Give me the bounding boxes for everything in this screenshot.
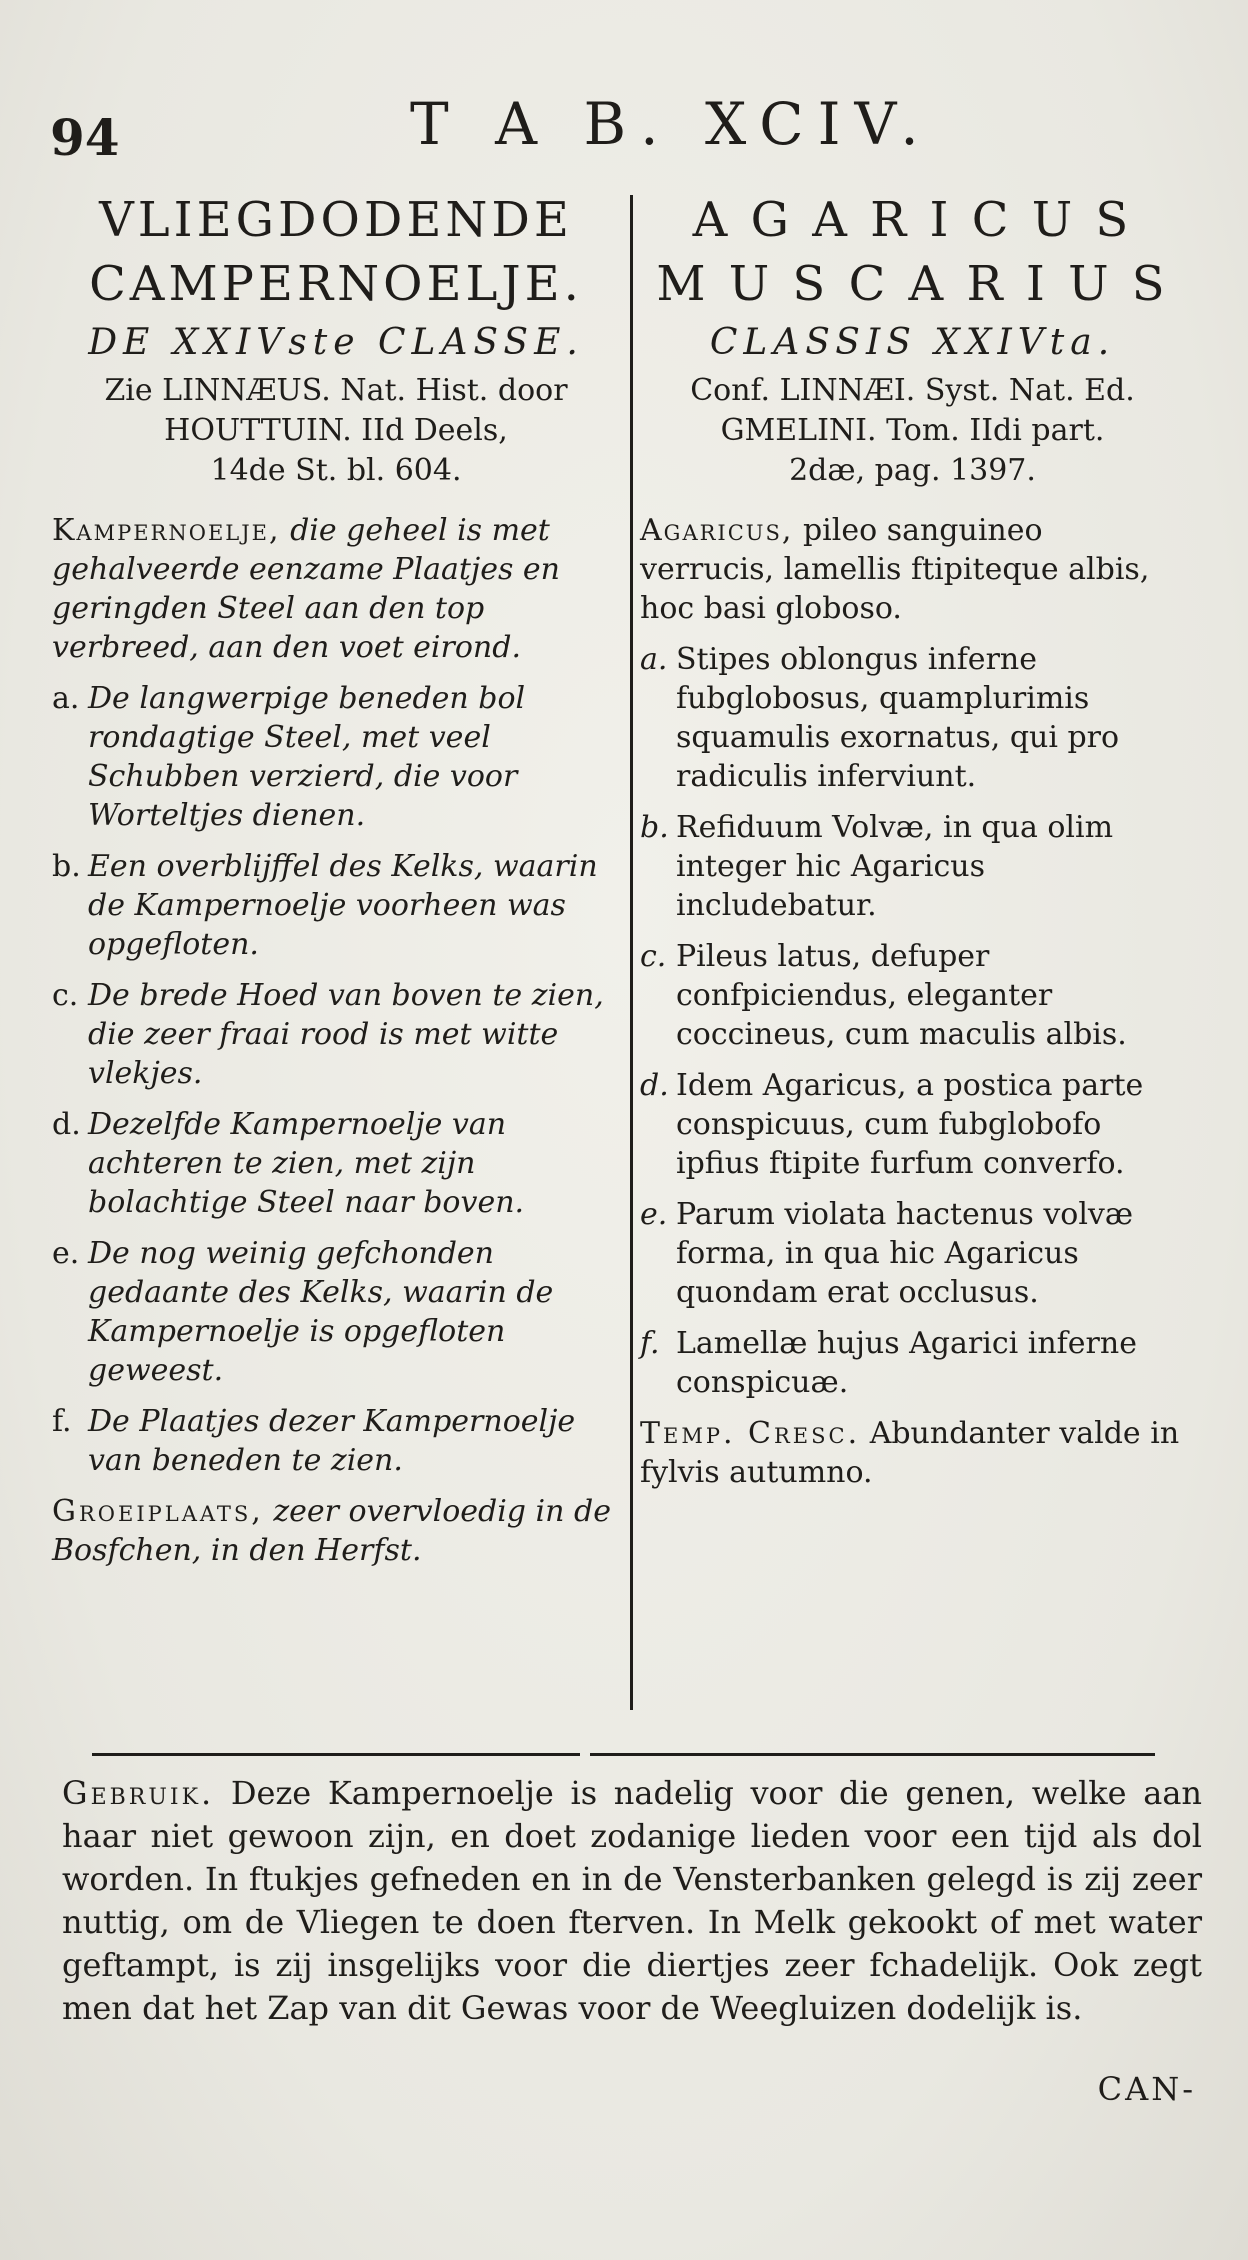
item-text: De nog weinig gefchonden gedaante des Kelks, waarin de Kampernoelje is opgefloten geweest. [88,1236,554,1388]
dutch-description [52,511,620,667]
item-text: De Plaatjes dezer Kampernoelje van beneden te zien. [88,1404,576,1478]
item-text: Idem Agaricus, a postica parte conspicuus, cum fubglobofo ipfius ftipite furfum converfo. [676,1068,1144,1181]
dutch-item-c [52,976,620,1093]
dutch-description-lead: Kampernoelje, [52,513,281,548]
latin-class: CLASSIS XXIVta. [709,322,1116,363]
section-rule-right [590,1753,1155,1756]
item-letter: a. [52,681,80,716]
item-letter: e. [640,1197,668,1232]
latin-item-d [640,1066,1185,1183]
item-letter: a. [640,642,668,677]
latin-habitat [640,1414,1185,1492]
latin-item-e [640,1195,1185,1312]
item-text: Dezelfde Kampernoelje van achteren te zien, met zijn bolachtige Steel naar boven. [88,1107,525,1220]
item-letter: f. [52,1404,72,1439]
latin-reference-line-3: 2dæ, pag. 1397. [789,453,1036,488]
latin-description-text: pileo sanguineo verrucis, lamellis ftipiteque albis, hoc basi globoso. [640,513,1150,626]
item-text: De langwerpige beneden bol rondagtige Steel, met veel Schubben verzierd, die voor Worteltjes dienen. [88,681,526,833]
item-letter: f. [640,1326,660,1361]
dutch-habitat-lead: Groeiplaats, [52,1494,264,1529]
usage-lead: Gebruik. [62,1774,215,1812]
latin-reference [640,371,1185,491]
catchword: CAN- [1097,2070,1196,2108]
item-letter: c. [640,939,667,974]
dutch-reference-line-3: 14de St. bl. 604. [210,453,462,488]
dutch-habitat-text: zeer overvloedig in de Bosfchen, in den Herfst. [52,1494,611,1568]
dutch-class: DE XXIVste CLASSE. [88,322,584,363]
latin-title-line-2: M U S C A R I U S [656,256,1169,312]
dutch-item-f [52,1402,620,1480]
usage-paragraph [62,1772,1202,2030]
usage-text: Deze Kampernoelje is nadelig voor die genen, welke aan haar niet gewoon zijn, en doet zodanige lieden voor een tijd als dol worden. In ftukjes gefneden en in de Vensterbanken gelegd is zij zeer nuttig, om de Vliegen te doen fterven. In Melk gekookt of met water geftampt, is zij insgelijks voor die diertjes zeer fchadelijk. Ook zegt men dat het Zap van dit Gewas voor de Weegluizen dodelijk is. [62,1774,1202,2027]
item-text: Een overblijffel des Kelks, waarin de Kampernoelje voorheen was opgefloten. [88,849,598,962]
latin-habitat-text: Abundanter valde in fylvis autumno. [640,1416,1180,1490]
dutch-title-line-1: VLIEGDODENDE [99,192,573,248]
latin-item-b [640,808,1185,925]
page-number: 94 [50,108,120,167]
section-rule-left [92,1753,580,1756]
latin-title-line-1: A G A R I C U S [692,192,1133,248]
latin-description [640,511,1185,628]
dutch-item-b [52,847,620,964]
latin-description-lead: Agaricus, [640,513,794,548]
item-letter: d. [640,1068,669,1103]
item-text: Lamellæ hujus Agarici inferne conspicuæ. [676,1326,1137,1400]
item-text: Refiduum Volvæ, in qua olim integer hic Agaricus includebatur. [676,810,1114,923]
dutch-reference [52,371,620,491]
dutch-reference-line-1: Zie LINNÆUS. Nat. Hist. door [104,373,568,408]
latin-reference-line-1: Conf. LINNÆI. Syst. Nat. Ed. [690,373,1135,408]
item-text: Parum violata hactenus volvæ forma, in qua hic Agaricus quondam erat occlusus. [676,1197,1134,1310]
dutch-item-d [52,1105,620,1222]
dutch-item-e [52,1234,620,1390]
item-text: Pileus latus, defuper confpiciendus, eleganter coccineus, cum maculis albis. [676,939,1127,1052]
item-letter: e. [52,1236,80,1271]
item-letter: d. [52,1107,81,1142]
latin-item-a [640,640,1185,796]
dutch-habitat [52,1492,620,1570]
latin-item-f [640,1324,1185,1402]
latin-item-c [640,937,1185,1054]
dutch-description-text: die geheel is met gehalveerde eenzame Plaatjes en geringden Steel aan den top verbreed, aan den voet eirond. [52,513,560,665]
item-letter: b. [640,810,669,845]
dutch-column [52,188,620,1570]
item-letter: b. [52,849,81,884]
latin-reference-line-2: GMELINI. Tom. IIdi part. [720,413,1105,448]
column-divider [630,195,633,1710]
plate-heading: T A B. XCIV. [410,90,933,158]
dutch-item-a [52,679,620,835]
dutch-reference-line-2: HOUTTUIN. IId Deels, [164,413,508,448]
latin-column [640,188,1185,1492]
latin-habitat-lead: Temp. Cresc. [640,1416,861,1451]
item-text: Stipes oblongus inferne fubglobosus, quamplurimis squamulis exornatus, qui pro radiculis inferviunt. [676,642,1120,794]
item-letter: c. [52,978,79,1013]
dutch-title-line-2: CAMPERNOELJE. [89,256,583,312]
item-text: De brede Hoed van boven te zien, die zeer fraai rood is met witte vlekjes. [88,978,604,1091]
